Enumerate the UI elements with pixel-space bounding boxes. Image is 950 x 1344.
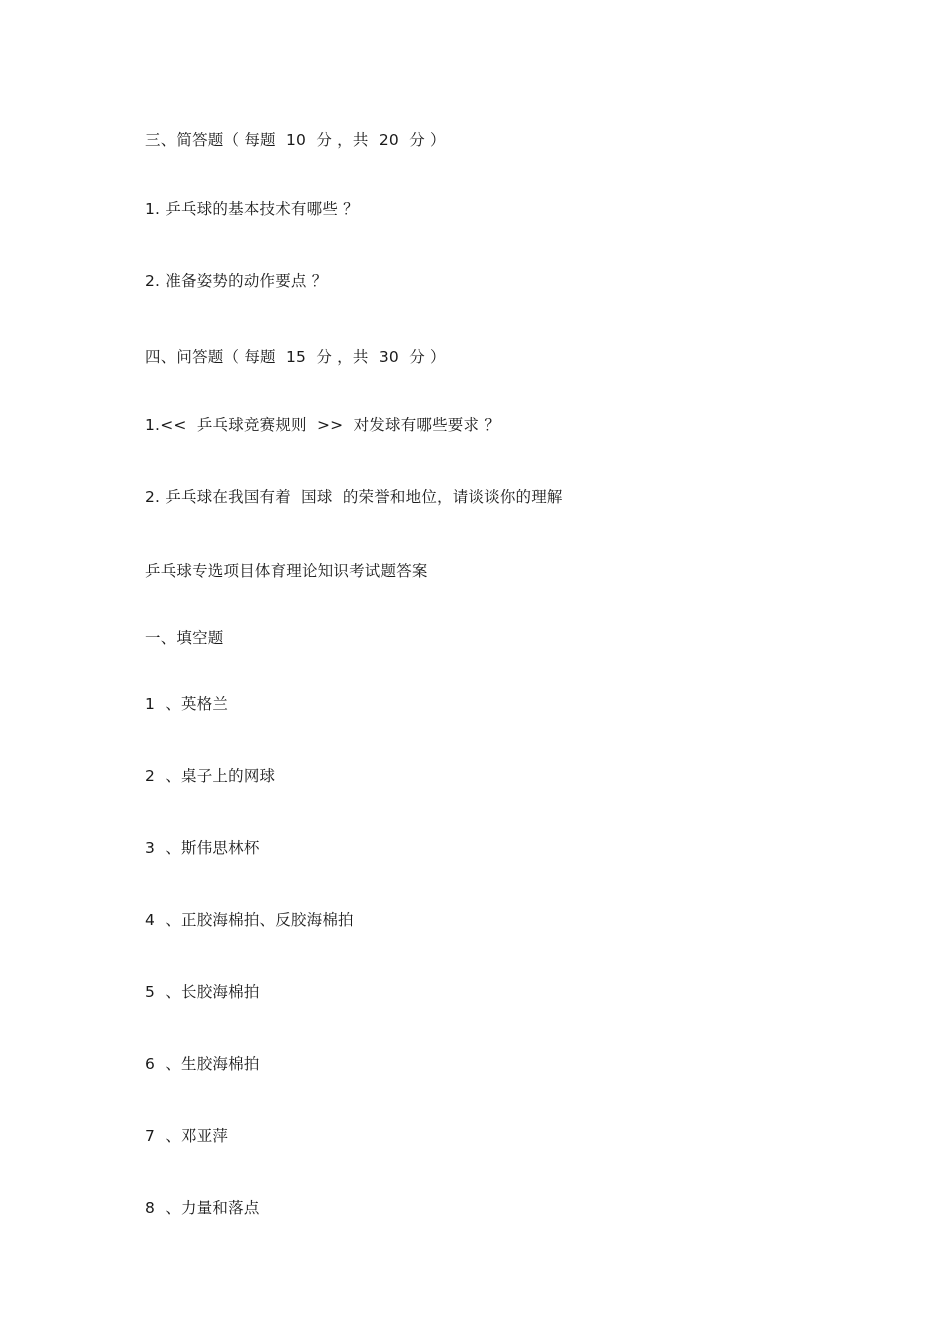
- answer-item-6: 6 、生胶海棉拍: [145, 1055, 260, 1073]
- section-4-heading: 四、问答题（ 每题 15 分 ，共 30 分 ）: [145, 348, 446, 366]
- answer-item-5: 5 、长胶海棉拍: [145, 983, 260, 1001]
- short-answer-question-1: 1. 乒乓球的基本技术有哪些 ？: [145, 200, 359, 218]
- answer-item-2: 2 、桌子上的网球: [145, 767, 276, 785]
- answer-item-7: 7 、邓亚萍: [145, 1127, 229, 1145]
- answer-key-title: 乒乓球专选项目体育理论知识考试题答案: [145, 562, 428, 580]
- answer-item-3: 3 、斯伟思林杯: [145, 839, 260, 857]
- short-answer-question-2: 2. 准备姿势的动作要点 ？: [145, 272, 328, 290]
- fill-blank-heading: 一、填空题: [145, 629, 224, 647]
- answer-item-8: 8 、力量和落点: [145, 1199, 260, 1217]
- section-3-heading: 三、简答题（ 每题 10 分 ，共 20 分 ）: [145, 131, 446, 149]
- answer-item-1: 1 、英格兰: [145, 695, 229, 713]
- essay-question-2: 2. 乒乓球在我国有着 国球 的荣誉和地位，请谈谈你的理解: [145, 488, 563, 506]
- essay-question-1: 1.<< 乒乓球竞赛规则 >> 对发球有哪些要求 ？: [145, 416, 501, 434]
- answer-item-4: 4 、正胶海棉拍、反胶海棉拍: [145, 911, 354, 929]
